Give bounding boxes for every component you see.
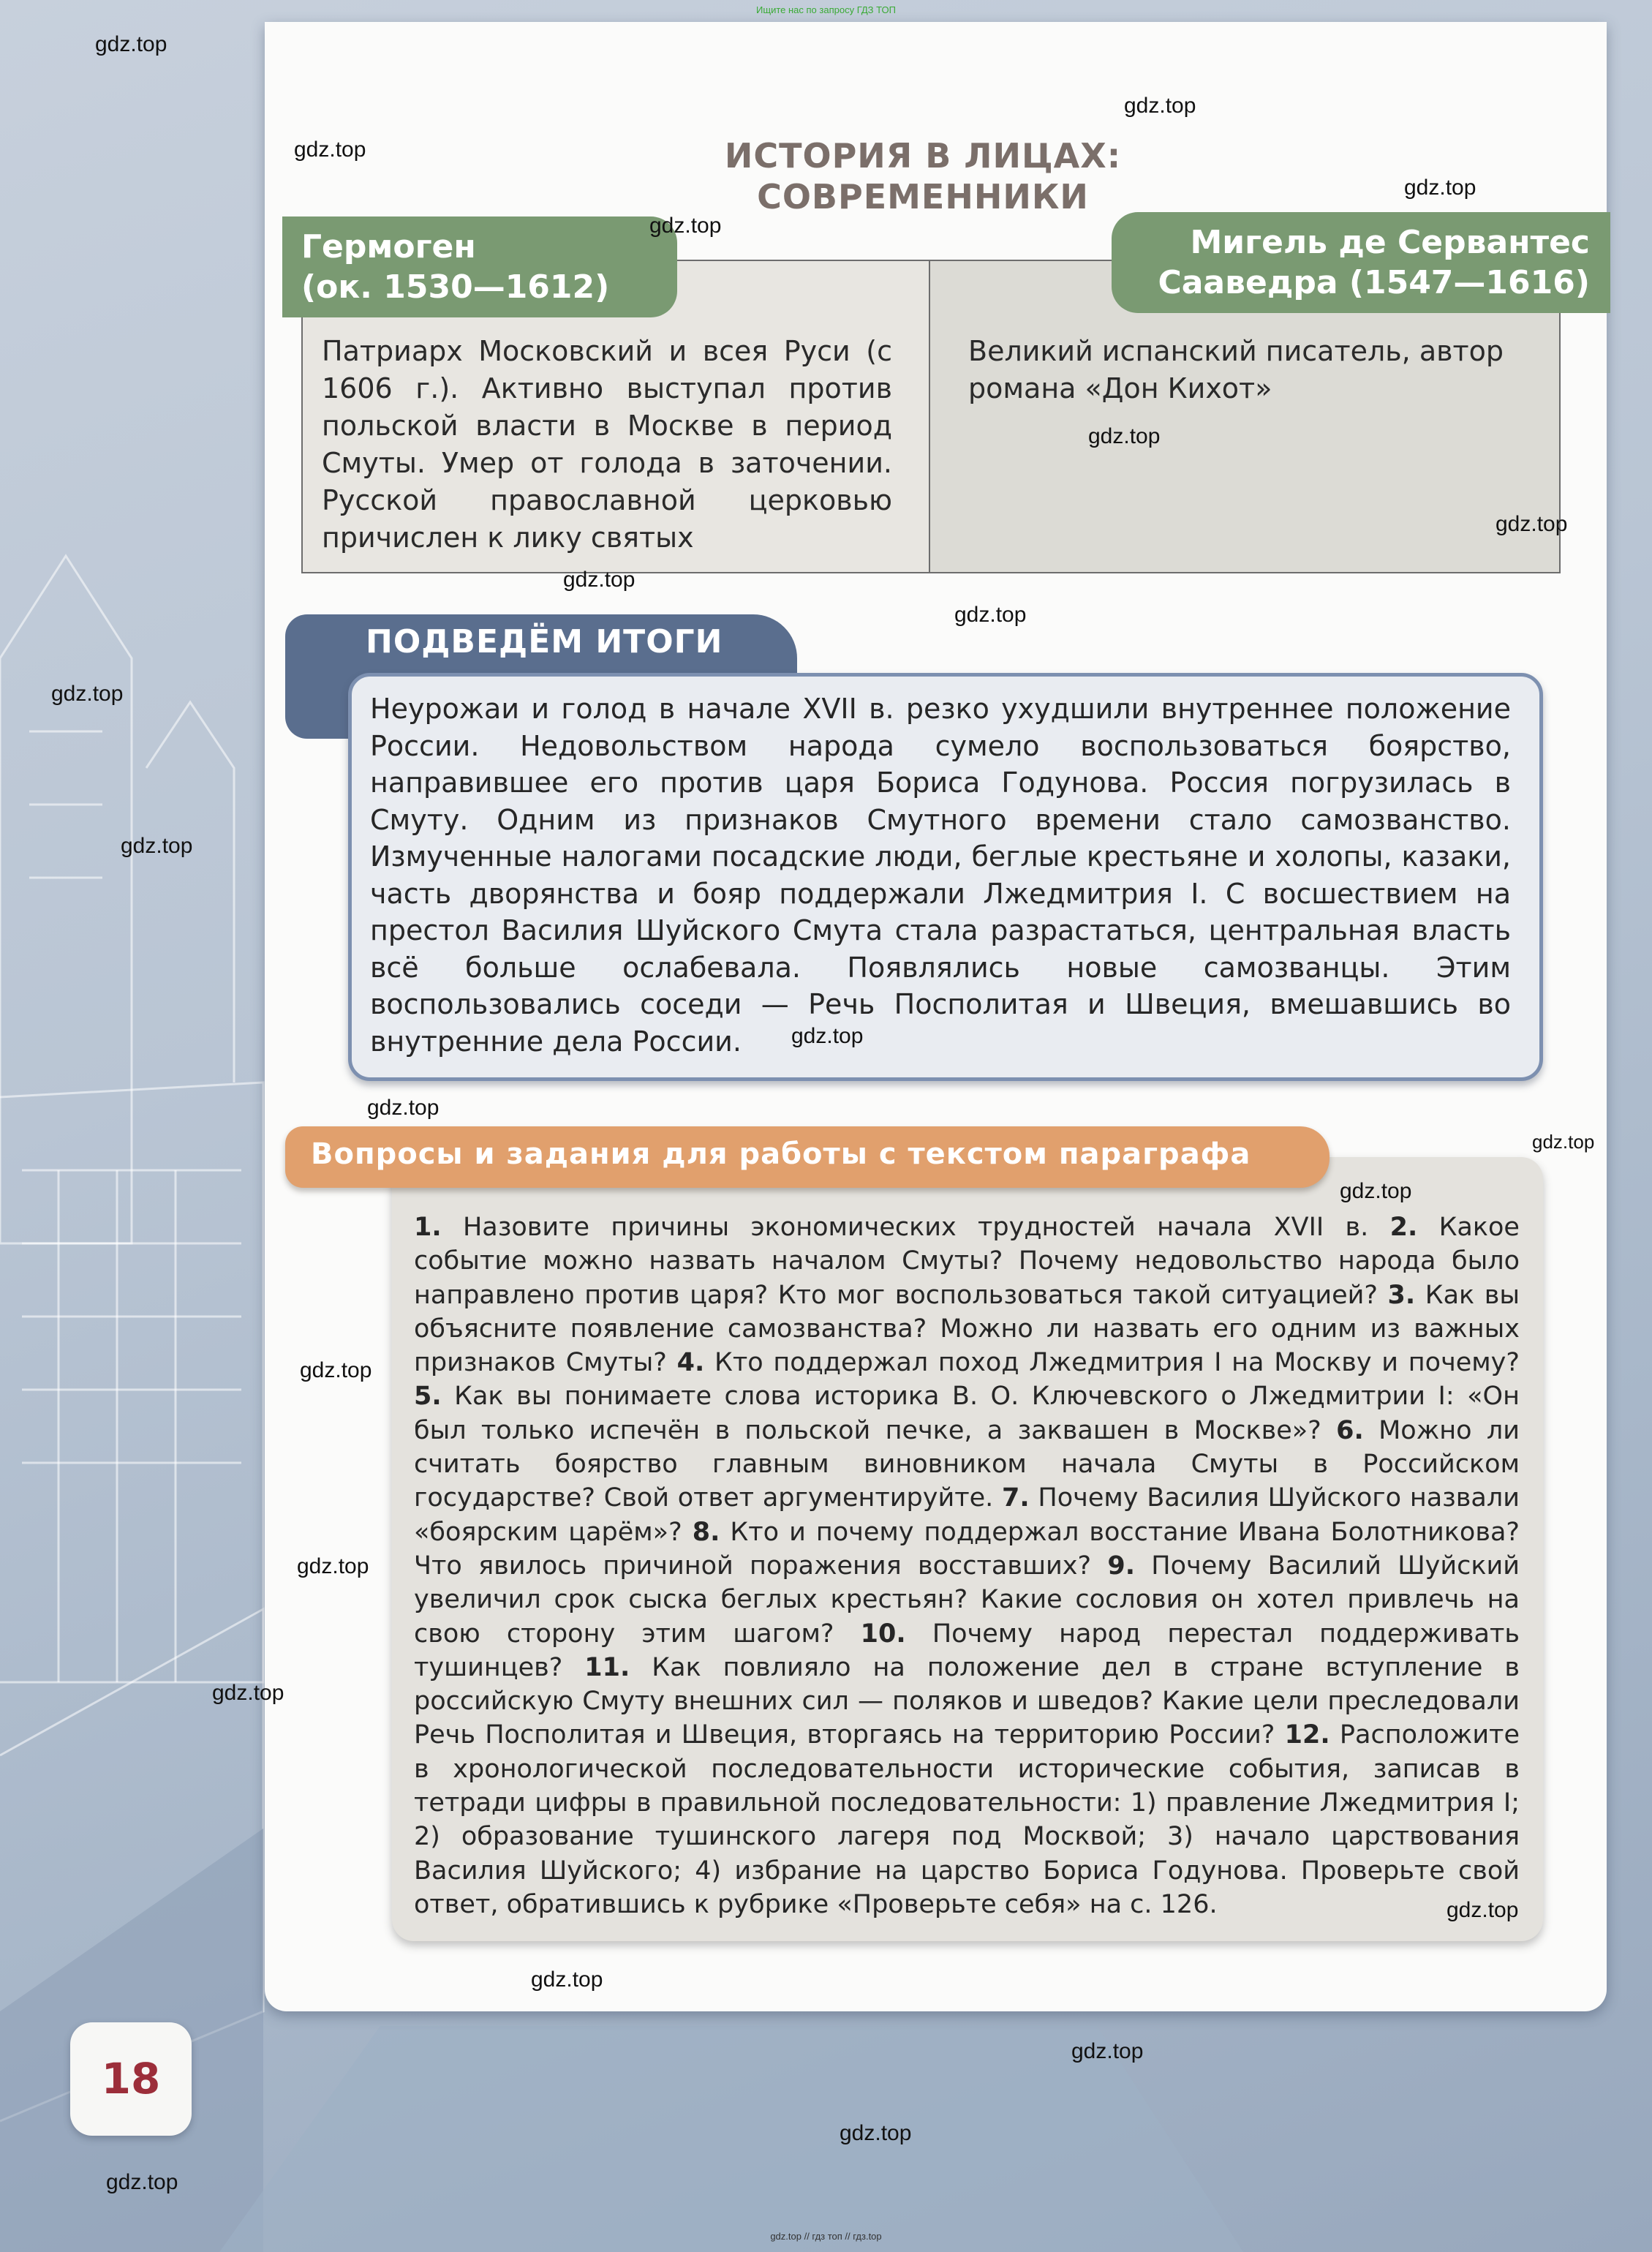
watermark: gdz.top [51, 682, 124, 706]
page-number: 18 [101, 2054, 161, 2104]
question-text: Расположите в хронологической последовательности исторические события, записав в тетради цифры в правильной последовательности: 1) правление Лжедмитрия I; 2) образование тушинского лагеря под Москвой; 3) начало царствования Василия Шуйского; 4) избрание на царство Бориса Годунова. Проверьте свой ответ, обратившись к рубрике «Проверьте себя» на с. 126. [414, 1720, 1520, 1919]
watermark: gdz.top [791, 1024, 864, 1048]
person-description-hermogenes: Патриарх Московский и всея Руси (с 1606 г.). Активно выступал против польской власти в Москве в период Смуты. Умер от голода в заточении. Русской православной церковью причислен к лику святых [322, 335, 892, 554]
watermark: gdz.top [1447, 1898, 1519, 1922]
question-number: 7. [1002, 1483, 1030, 1513]
question-number: 8. [692, 1517, 720, 1547]
watermark: gdz.top [563, 568, 635, 592]
watermark: gdz.top [300, 1358, 372, 1382]
question-number: 6. [1336, 1415, 1364, 1445]
questions-list [414, 1210, 1520, 1921]
watermark: gdz.top [1071, 2039, 1144, 2063]
question-text: Кто и почему поддержал восстание Ивана Болотникова? Что явилось причиной поражения восставших? [414, 1517, 1520, 1581]
summary-heading: ПОДВЕДЁМ ИТОГИ [366, 623, 723, 660]
question-number: 2. [1389, 1213, 1418, 1242]
watermark: gdz.top [121, 834, 193, 858]
person-name: Мигель де Сервантес [1190, 224, 1590, 261]
watermark: gdz.top [367, 1096, 440, 1120]
question-text: Как повлияло на положение дел в стране вступление в российскую Смуту внешних сил — поляков и шведов? Какие цели преследовали Речь Посполитая и Швеция, вторгаясь на территорию России? [414, 1652, 1520, 1750]
question-number: 3. [1387, 1280, 1416, 1310]
watermark: gdz.top [1088, 424, 1161, 448]
person-dates: (ок. 1530—1612) [301, 268, 610, 306]
top-banner: Ищите нас по запросу ГДЗ ТОП [756, 4, 896, 15]
question-number: 5. [414, 1382, 442, 1412]
question-number: 1. [414, 1213, 442, 1242]
question-text: Назовите причины экономических трудностей начала XVII в. [462, 1213, 1369, 1242]
watermark: gdz.top [1124, 94, 1196, 118]
section-title-line1: ИСТОРИЯ В ЛИЦАХ: [724, 136, 1122, 176]
question-number: 9. [1107, 1551, 1135, 1581]
watermark: gdz.top [954, 603, 1027, 627]
watermark: gdz.top [649, 214, 722, 238]
watermark: gdz.top [95, 32, 167, 56]
watermark: gdz.top [294, 138, 366, 162]
question-text: Почему Василия Шуйского назвали «боярским царём»? [414, 1483, 1520, 1547]
section-title [704, 135, 1142, 217]
person-description-cervantes: Великий испанский писатель, автор романа «Дон Кихот» [968, 335, 1504, 404]
question-text: Почему Василий Шуйский увеличил срок сыска беглых крестьян? Какие сословия он хотел привлечь на свою сторону этим шагом? [414, 1551, 1520, 1649]
question-text: Как вы понимаете слова историка В. О. Ключевского о Лжедмитрии I: «Он был только испечён в польской печке, а заквашен в Москве»? [414, 1382, 1520, 1445]
watermark: gdz.top [106, 2170, 178, 2194]
questions-heading: Вопросы и задания для работы с текстом параграфа [311, 1137, 1251, 1171]
question-text: Почему народ перестал поддерживать тушинцев? [414, 1619, 1520, 1682]
section-title-line2: СОВРЕМЕННИКИ [757, 177, 1089, 216]
bottom-banner: gdz.top // гдз топ // гдз.top [770, 2231, 882, 2242]
question-number: 11. [584, 1652, 630, 1682]
question-number: 12. [1284, 1720, 1330, 1750]
watermark: gdz.top [840, 2121, 912, 2145]
watermark: gdz.top [531, 1967, 603, 1992]
question-number: 10. [860, 1619, 906, 1649]
watermark: gdz.top [297, 1554, 369, 1578]
person-name-tag-hermogenes [282, 216, 677, 317]
question-text: Как вы объясните появление самозванства? Можно ли назвать его одним из важных признаков Смуты? [414, 1280, 1520, 1378]
watermark: gdz.top [1532, 1131, 1595, 1153]
person-name: Гермоген [301, 228, 476, 266]
question-text: Кто поддержал поход Лжедмитрия I на Москву и почему? [714, 1348, 1520, 1378]
question-text: Какое событие можно назвать началом Смуты? Почему недовольство народа было направлено против царя? Кто мог воспользоваться такой ситуацией? [414, 1213, 1520, 1310]
question-text: Можно ли считать боярство главным виновником начала Смуты в Российском государстве? Свой ответ аргументируйте. [414, 1415, 1520, 1513]
person-dates: Сааведра (1547—1616) [1158, 264, 1590, 301]
watermark: gdz.top [1340, 1179, 1412, 1203]
watermark: gdz.top [212, 1681, 284, 1705]
person-name-tag-cervantes [1112, 212, 1610, 313]
question-number: 4. [676, 1348, 705, 1378]
watermark: gdz.top [1496, 512, 1568, 536]
summary-text: Неурожаи и голод в начале XVII в. резко ухудшили внутреннее положение России. Недовольством народа сумело воспользоваться боярство, направившее его против царя Бориса Годунова. Россия погрузилась в Смуту. Одним из признаков Смутного времени стало самозванство. Измученные налогами посадские люди, беглые крестьяне и холопы, казаки, часть дворянства и бояр поддержали Лжедмитрия I. С восшествием на престол Василия Шуйского Смута стала разрастаться, центральная власть всё больше ослабевала. Появлялись новые самозванцы. Этим воспользовались соседи — Речь Посполитая и Швеция, вмешавшись во внутренние дела России. [370, 693, 1511, 1058]
watermark: gdz.top [1404, 176, 1476, 200]
